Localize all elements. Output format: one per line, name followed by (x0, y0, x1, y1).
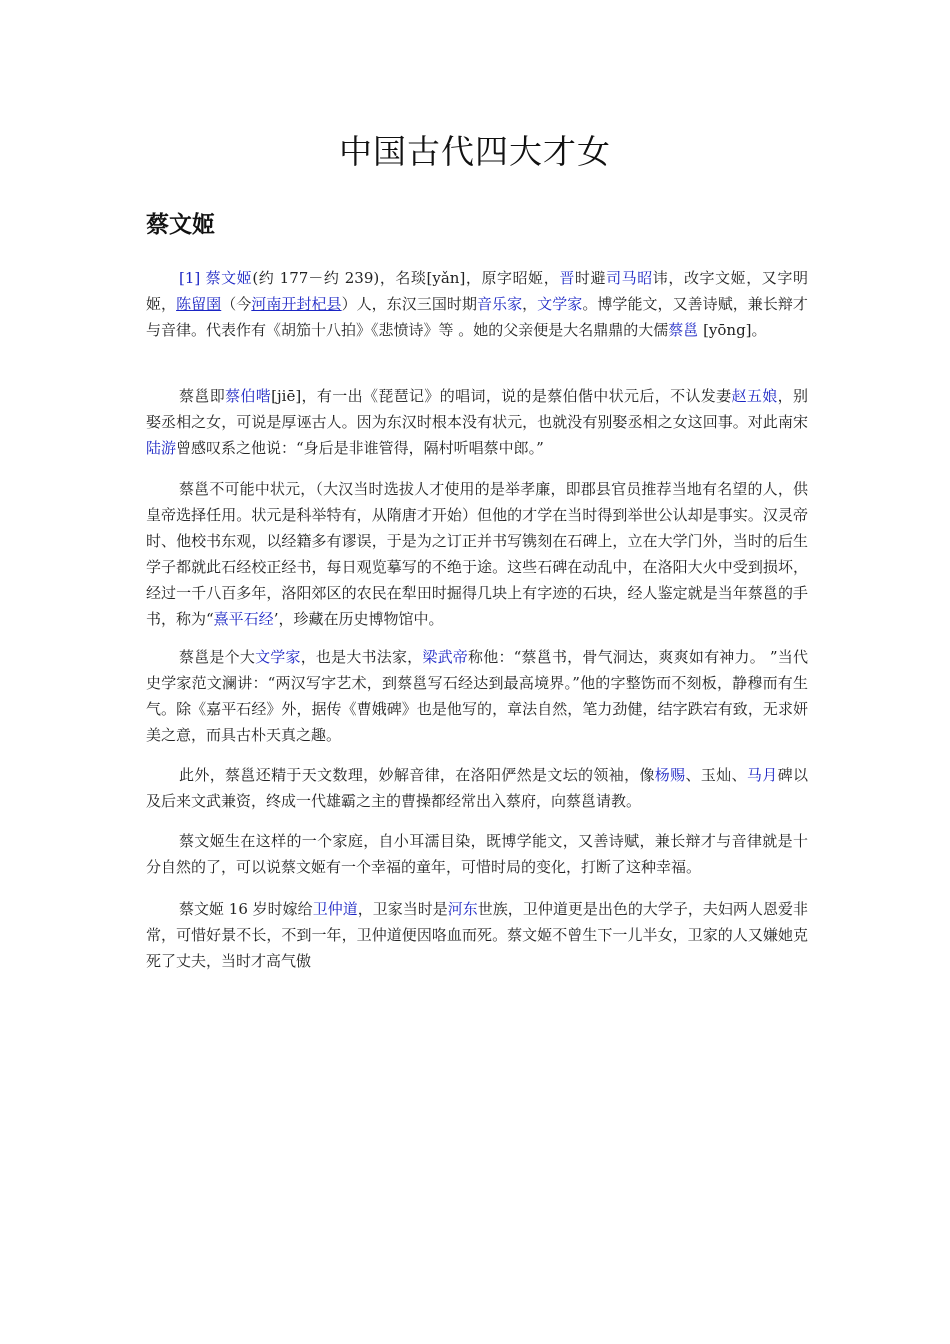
text-run: ， (522, 295, 538, 313)
text-run: ，也是大书法家， (300, 648, 423, 666)
text-link[interactable]: 文学家 (255, 648, 301, 666)
paragraph-7 (146, 896, 808, 974)
text-link[interactable]: 马月 (746, 766, 778, 784)
text-link[interactable]: 文学家 (537, 295, 583, 313)
text-run: ，别娶丞相之女，可说是厚诬古人。因为东汉时根本没有状元，也就没有别娶丞相之女这回事。对此南宋 (146, 387, 808, 431)
text-link[interactable]: 杨赐 (654, 766, 686, 784)
paragraph-4 (146, 644, 808, 748)
text-link[interactable]: 司马昭 (606, 269, 653, 287)
text-run: (约 177－约 239)，名琰[yǎn]，原字昭姬， (252, 269, 560, 287)
text-link[interactable]: 梁武帝 (422, 648, 469, 666)
paragraph-5 (146, 762, 808, 814)
text-run: 、玉灿、 (685, 766, 747, 784)
text-link[interactable]: 蔡文姬 (205, 269, 253, 287)
text-run: ，卫家当时是 (357, 900, 448, 918)
text-link[interactable]: 卫仲道 (312, 900, 358, 918)
text-run: 碑以及后来文武兼资，终成一代雄霸之主的曹操都经常出入蔡府，向蔡邕请教。 (146, 766, 808, 810)
text-run: 时避 (574, 269, 607, 287)
text-link[interactable]: 陆游 (146, 439, 177, 457)
text-run: 称他：“蔡邕书，骨气洞达，爽爽如有神力。 ”当代史学家范文澜讲：“两汉写字艺术，到蔡邕写石经达到最高境界。”他的字整饬而不刻板，静穆而有生气。除《嘉平石经》外，据传《曹娥碑》也是他写的，章法自然，笔力劲健，结字跌宕有致，无求妍美之意，而具古朴天真之趣。 (146, 648, 808, 744)
paragraph-1 (146, 265, 808, 343)
paragraph-6 (146, 828, 808, 880)
text-run: 蔡邕是个大 (179, 648, 256, 666)
text-link[interactable]: 河南开封杞县 (251, 295, 342, 313)
text-link[interactable]: 陈留圉 (176, 295, 222, 313)
text-run: [jiē]，有一出《琵琶记》的唱词，说的是蔡伯偕中状元后，不认发妻 (271, 387, 732, 405)
text-link[interactable]: 音乐家 (476, 295, 523, 313)
text-link[interactable]: 晋 (559, 269, 575, 287)
text-run: 曾感叹系之他说：“身后是非谁管得，隔村听唱蔡中郎。” (176, 439, 544, 457)
page-title: 中国古代四大才女 (339, 132, 611, 171)
text-run: 蔡文姬 16 岁时嫁给 (179, 900, 313, 918)
text-run: ’，珍藏在历史博物馆中。 (273, 610, 444, 628)
text-run: 蔡文姬生在这样的一个家庭，自小耳濡目染，既博学能文，又善诗赋，兼长辩才与音律就是十分自然的了，可以说蔡文姬有一个幸福的童年，可惜时局的变化，打断了这种幸福。 (146, 832, 808, 876)
text-run: 。博学能文，又善诗赋，兼长辩才与音律。代表作有《胡笳十八拍》《悲愤诗》等 。她的父亲便是大名鼎鼎的大儒 (146, 295, 808, 339)
paragraph-2 (146, 383, 808, 461)
text-run: ）人，东汉三国时期 (341, 295, 477, 313)
text-link[interactable]: 蔡邕 (668, 321, 699, 339)
section-heading: 蔡文姬 (146, 212, 215, 238)
text-run: 蔡邕不可能中状元，（大汉当时选拔人才使用的是举孝廉，即郡县官员推荐当地有名望的人，供皇帝选择任用。状元是科举特有，从隋唐才开始）但他的才学在当时得到举世公认却是事实。汉灵帝时、他校书东观，以经籍多有谬误，于是为之订正并书写镌刻在石碑上，立在大学门外，当时的后生学子都就此石经校正经书，每日观览摹写的不绝于途。这些石碑在动乱中，在洛阳大火中受到损坏，经过一千八百多年，洛阳郊区的农民在犁田时掘得几块上有字迹的石块，经人鉴定就是当年蔡邕的手书，称为“ (146, 480, 808, 628)
text-run: 世族，卫仲道更是出色的大学子，夫妇两人恩爱非常，可惜好景不长，不到一年，卫仲道便因咯血而死。蔡文姬不曾生下一儿半女，卫家的人又嫌她克死了丈夫，当时才高气傲 (146, 900, 808, 970)
text-link[interactable]: [1] (179, 269, 206, 287)
text-link[interactable]: 河东 (447, 900, 478, 918)
paragraph-3 (146, 476, 808, 632)
text-run: 蔡邕即 (179, 387, 226, 405)
text-run: （今 (221, 295, 252, 313)
text-link[interactable]: 熹平石经 (213, 610, 274, 628)
text-run: 此外，蔡邕还精于天文数理，妙解音律，在洛阳俨然是文坛的领袖，像 (179, 766, 655, 784)
text-run: 讳，改字文姬，又字明姬， (146, 269, 808, 313)
text-run: [yōng]。 (698, 321, 767, 339)
text-link[interactable]: 蔡伯喈 (225, 387, 272, 405)
text-link[interactable]: 赵五娘 (731, 387, 778, 405)
